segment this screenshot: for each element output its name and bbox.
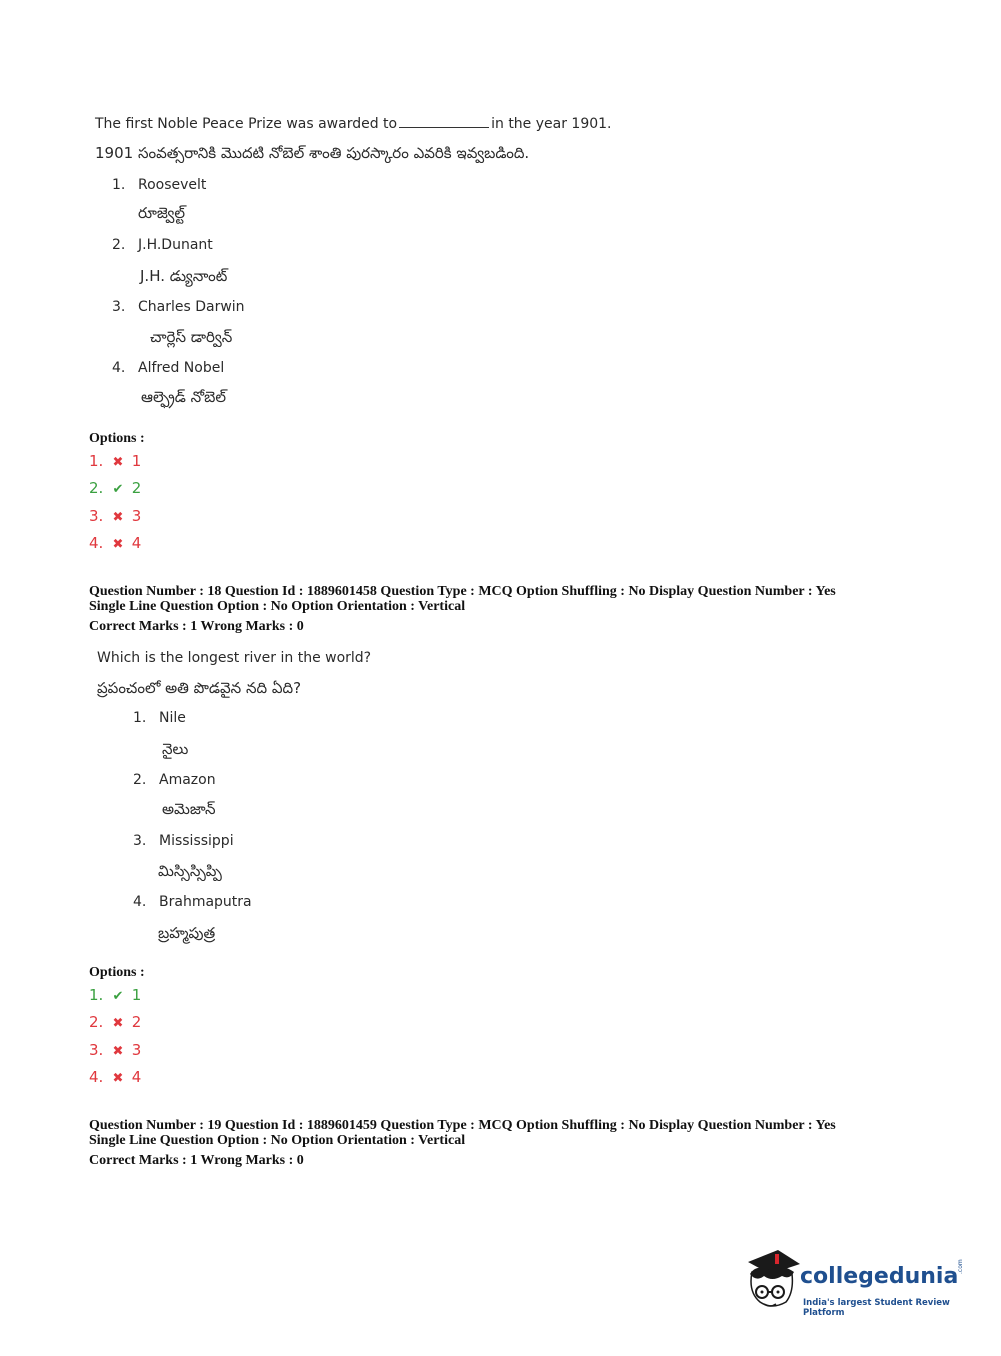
options-label: Options : bbox=[89, 965, 145, 980]
option-telugu: ఆల్ఫ్రెడ్ నోబెల్ bbox=[141, 388, 227, 406]
option-item: 3. Mississippi bbox=[133, 833, 234, 849]
wrong-icon: ✖ bbox=[112, 537, 124, 552]
question-18-meta-line1: Question Number : 18 Question Id : 1889601458 Question Type : MCQ Option Shuffling : No Display Question Number : Yes bbox=[89, 584, 836, 599]
answer-row: 3. ✖ 3 bbox=[89, 1041, 142, 1059]
options-label: Options : bbox=[89, 431, 145, 446]
option-telugu: చార్లెస్ డార్విన్ bbox=[150, 328, 233, 346]
check-icon: ✔ bbox=[112, 989, 124, 1004]
answer-row: 4. ✖ 4 bbox=[89, 534, 142, 552]
question-19-meta-line1: Question Number : 19 Question Id : 1889601459 Question Type : MCQ Option Shuffling : No Display Question Number : Yes bbox=[89, 1118, 836, 1133]
question-text-part: in the year 1901. bbox=[491, 116, 612, 132]
option-telugu: రూజ్వెల్ట్ bbox=[138, 204, 186, 222]
wrong-icon: ✖ bbox=[112, 455, 124, 470]
option-item: 1. Nile bbox=[133, 710, 186, 726]
option-item: 3. Charles Darwin bbox=[112, 299, 245, 315]
question-text-part: The first Noble Peace Prize was awarded to bbox=[95, 116, 398, 132]
answer-row: 2. ✖ 2 bbox=[89, 1013, 142, 1031]
wrong-icon: ✖ bbox=[112, 510, 124, 525]
wrong-icon: ✖ bbox=[112, 1044, 124, 1059]
check-icon: ✔ bbox=[112, 482, 124, 497]
collegedunia-logo[interactable] bbox=[742, 1248, 972, 1318]
option-telugu: అమెజాన్ bbox=[162, 800, 216, 818]
question-18-marks: Correct Marks : 1 Wrong Marks : 0 bbox=[89, 619, 304, 634]
question-19-meta-line2: Single Line Question Option : No Option Orientation : Vertical bbox=[89, 1133, 466, 1148]
question-18-telugu: ప్రపంచంలో అతి పొడవైన నది ఏది? bbox=[97, 679, 302, 697]
answer-row: 1. ✔ 1 bbox=[89, 986, 142, 1004]
answer-row: 3. ✖ 3 bbox=[89, 507, 142, 525]
answer-blank bbox=[399, 115, 489, 128]
option-item: 4. Brahmaputra bbox=[133, 894, 252, 910]
wrong-icon: ✖ bbox=[112, 1071, 124, 1086]
question-18-text: Which is the longest river in the world? bbox=[97, 650, 372, 666]
answer-row: 1. ✖ 1 bbox=[89, 452, 142, 470]
option-item: 2. J.H.Dunant bbox=[112, 237, 213, 253]
wrong-icon: ✖ bbox=[112, 1016, 124, 1031]
option-telugu: బ్రహ్మపుత్ర bbox=[158, 924, 216, 942]
option-item: 2. Amazon bbox=[133, 772, 216, 788]
logo-tagline: India's largest Student Review Platform bbox=[803, 1298, 950, 1318]
question-17-telugu: 1901 సంవత్సరానికి మొదటి నోబెల్ శాంతి పురస్కారం ఎవరికి ఇవ్వబడింది. bbox=[95, 144, 530, 162]
option-item: 4. Alfred Nobel bbox=[112, 360, 225, 376]
mascot-icon bbox=[742, 1248, 802, 1314]
answer-row: 2. ✔ 2 bbox=[89, 479, 142, 497]
logo-name: collegedunia bbox=[800, 1264, 959, 1289]
question-18-meta-line2: Single Line Question Option : No Option Orientation : Vertical bbox=[89, 599, 466, 614]
option-telugu: J.H. డ్యునాంట్ bbox=[140, 267, 228, 285]
answer-row: 4. ✖ 4 bbox=[89, 1068, 142, 1086]
logo-suffix: .com bbox=[957, 1259, 964, 1274]
question-17-text bbox=[95, 115, 612, 132]
question-19-marks: Correct Marks : 1 Wrong Marks : 0 bbox=[89, 1153, 304, 1168]
option-telugu: మిస్సిస్సిప్పి bbox=[158, 862, 222, 880]
option-item: 1. Roosevelt bbox=[112, 177, 207, 193]
option-telugu: నైలు bbox=[162, 740, 189, 758]
